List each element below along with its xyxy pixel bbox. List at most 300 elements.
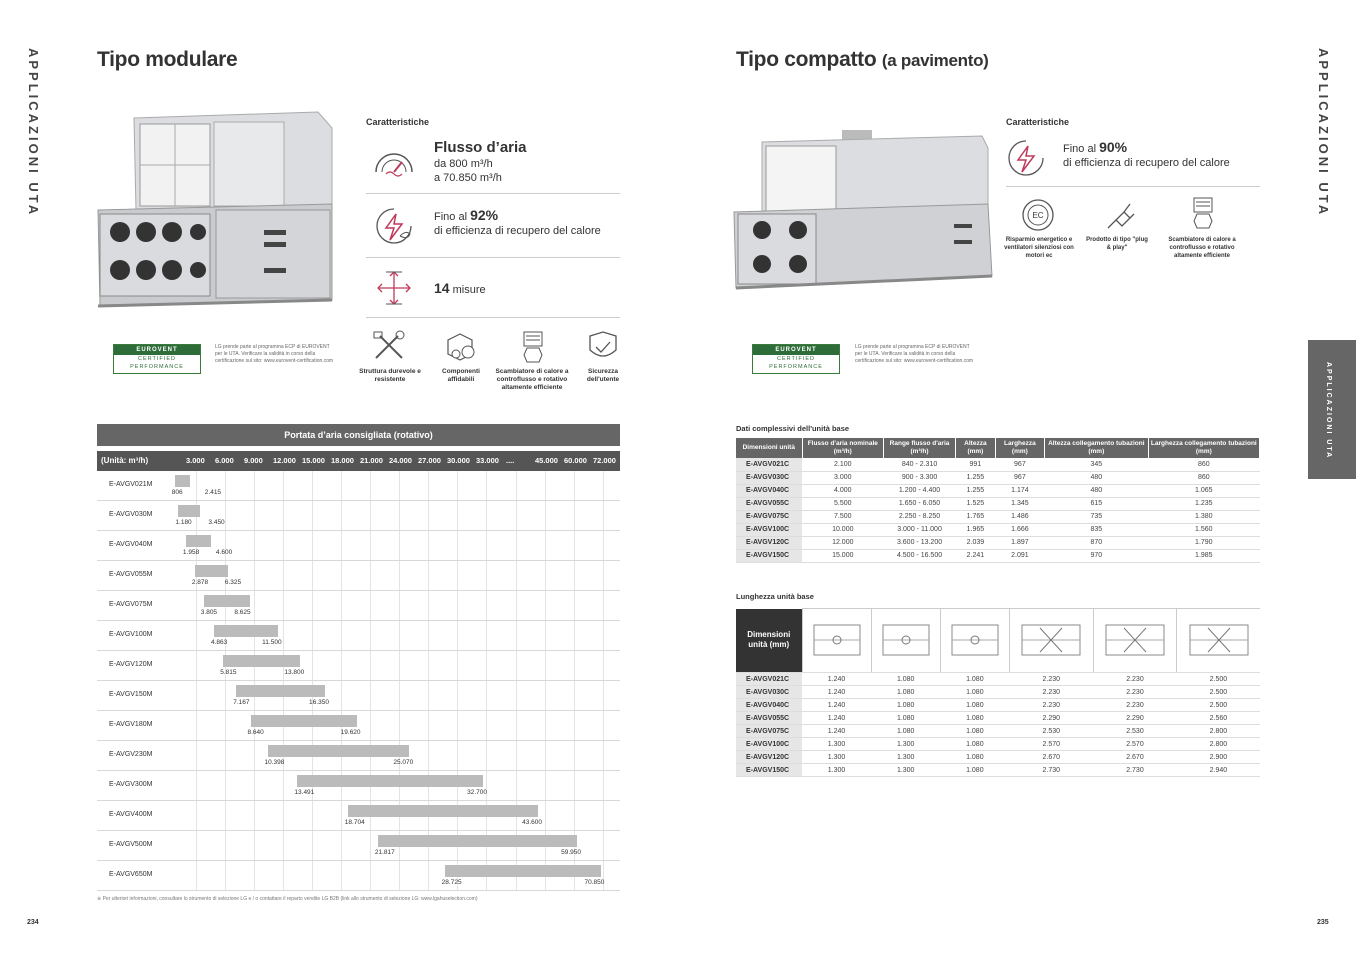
chart-gridline: [457, 621, 458, 650]
chart-gridline: [574, 621, 575, 650]
chart-gridline: [428, 591, 429, 620]
table1-header-cell: Altezza (mm): [955, 438, 995, 458]
chart-gridline: [341, 831, 342, 860]
chart-gridline: [283, 771, 284, 800]
chart-category-label: E-AVGV400M: [109, 811, 153, 818]
chart-bar: [175, 475, 191, 487]
table-cell: 1.240: [802, 699, 871, 712]
chart-tick-label: 24.000: [389, 456, 412, 465]
table-cell: 2.670: [1009, 751, 1093, 764]
chart-gridline: [370, 561, 371, 590]
chart-gridline: [603, 621, 604, 650]
chart-gridline: [399, 561, 400, 590]
table-cell: 840 - 2.310: [884, 458, 956, 471]
chart-category-label: E-AVGV030M: [109, 511, 153, 518]
chart-gridline: [196, 771, 197, 800]
chart-category-label: E-AVGV180M: [109, 721, 153, 728]
chart-gridline: [545, 741, 546, 770]
chart-gridline: [457, 531, 458, 560]
ec-motor-icon: [1021, 198, 1055, 232]
chart-row: [97, 591, 620, 621]
table-cell: 1.300: [802, 751, 871, 764]
table-cell: 480: [1044, 471, 1148, 484]
chart-gridline: [341, 861, 342, 890]
table-cell: 615: [1044, 497, 1148, 510]
chart-gridline: [574, 801, 575, 830]
chart-gridline: [486, 591, 487, 620]
chart-gridline: [457, 471, 458, 500]
chart-gridline: [545, 591, 546, 620]
chart-gridline: [428, 501, 429, 530]
chart-gridline: [225, 471, 226, 500]
recovery-text-right: di efficienza di recupero del calore: [1063, 157, 1230, 169]
chart-row: [97, 741, 620, 771]
chart-gridline: [225, 861, 226, 890]
safety-shield-icon: [586, 330, 620, 364]
table-cell: E-AVGV100C: [736, 523, 802, 536]
sizes-text: misure: [452, 284, 486, 296]
table-row: [736, 497, 1260, 510]
chart-gridline: [457, 711, 458, 740]
chart-gridline: [370, 831, 371, 860]
section-tab-label: APPLICAZIONI UTA: [1325, 362, 1332, 460]
chart-gridline: [312, 861, 313, 890]
chart-gridline: [254, 531, 255, 560]
chart-gridline: [254, 861, 255, 890]
table-cell: 1.345: [995, 497, 1044, 510]
chart-gridline: [574, 651, 575, 680]
chart-gridline: [196, 621, 197, 650]
left-features-label: Caratteristiche: [366, 117, 430, 127]
chart-category-label: E-AVGV100M: [109, 631, 153, 638]
chart-row: [97, 561, 620, 591]
chart-gridline: [603, 471, 604, 500]
chart-min-label: 2.878: [191, 579, 209, 586]
table-cell: 870: [1044, 536, 1148, 549]
chart-gridline: [196, 681, 197, 710]
chart-gridline: [370, 861, 371, 890]
chart-gridline: [486, 531, 487, 560]
table-row: [736, 686, 1260, 699]
table-cell: 7.500: [802, 510, 884, 523]
chart-gridline: [428, 711, 429, 740]
table-cell: 967: [995, 471, 1044, 484]
chart-category-label: E-AVGV021M: [109, 481, 153, 488]
chart-gridline: [428, 651, 429, 680]
chart-max-label: 43.600: [522, 819, 542, 826]
chart-gridline: [399, 651, 400, 680]
recovery-text: di efficienza di recupero del calore: [434, 225, 601, 237]
table-cell: 480: [1044, 484, 1148, 497]
table-cell: 1.080: [871, 699, 940, 712]
table-cell: 1.666: [995, 523, 1044, 536]
table-cell: 735: [1044, 510, 1148, 523]
right-title-main: Tipo compatto: [736, 48, 877, 71]
chart-gridline: [603, 681, 604, 710]
table-row: [736, 712, 1260, 725]
chart-tick-label: 30.000: [447, 456, 470, 465]
chart-bar: [178, 505, 200, 517]
chart-category-label: E-AVGV300M: [109, 781, 153, 788]
chart-gridline: [603, 741, 604, 770]
chart-gridline: [341, 561, 342, 590]
table-cell: E-AVGV055C: [736, 497, 802, 510]
chart-gridline: [399, 711, 400, 740]
chart-gridline: [225, 801, 226, 830]
chart-gridline: [516, 591, 517, 620]
chart-gridline: [486, 621, 487, 650]
chart-gridline: [283, 861, 284, 890]
table-cell: 1.080: [940, 686, 1009, 699]
recovery-line-left: [434, 208, 601, 224]
chart-gridline: [370, 681, 371, 710]
table-row: [736, 699, 1260, 712]
chart-gridline: [486, 501, 487, 530]
table-cell: 2.230: [1009, 673, 1093, 686]
unit-schematic: [940, 609, 1009, 673]
chart-gridline: [312, 831, 313, 860]
chart-gridline: [574, 741, 575, 770]
chart-gridline: [516, 531, 517, 560]
chart-gridline: [399, 471, 400, 500]
table-cell: 15.000: [802, 549, 884, 562]
table-cell: 1.525: [955, 497, 995, 510]
table-cell: 2.230: [1009, 686, 1093, 699]
chart-max-label: 6.325: [224, 579, 242, 586]
chart-gridline: [574, 711, 575, 740]
unit-schematic: [1009, 609, 1093, 673]
chart-gridline: [603, 771, 604, 800]
table-cell: 1.080: [940, 712, 1009, 725]
chart-category-label: E-AVGV230M: [109, 751, 153, 758]
chart-category-label: E-AVGV040M: [109, 541, 153, 548]
chart-gridline: [399, 501, 400, 530]
chart-min-label: 5.815: [220, 669, 237, 676]
table-cell: 4.500 - 16.500: [884, 549, 956, 562]
right-features-label: Caratteristiche: [1006, 117, 1070, 127]
chart-max-label: 2.415: [204, 489, 222, 496]
chart-min-label: 7.167: [233, 699, 250, 706]
chart-min-label: 3.805: [200, 609, 218, 616]
chart-bar: [223, 655, 300, 667]
chart-bar: [195, 565, 228, 577]
table-row: [736, 738, 1260, 751]
table-cell: 2.570: [1093, 738, 1177, 751]
chart-gridline: [370, 621, 371, 650]
chart-min-label: 13.491: [294, 789, 315, 796]
table-cell: 3.000: [802, 471, 884, 484]
chart-gridline: [545, 801, 546, 830]
chart-gridline: [428, 861, 429, 890]
heat-exchanger-icon: [520, 330, 546, 364]
chart-max-label: 25.070: [393, 759, 414, 766]
schematic-drawing: [880, 622, 932, 658]
sizes-number: 14: [434, 280, 450, 296]
chart-gridline: [196, 651, 197, 680]
caption-plug: Prodotto di tipo "plug & play": [1086, 237, 1148, 251]
table-cell: 2.230: [1009, 699, 1093, 712]
table-cell: 2.800: [1177, 738, 1260, 751]
table-cell: E-AVGV021C: [736, 458, 802, 471]
chart-gridline: [545, 561, 546, 590]
chart-gridline: [341, 681, 342, 710]
chart-gridline: [370, 591, 371, 620]
airflow-max: a 70.850 m³/h: [434, 172, 502, 184]
feature-divider: [1006, 186, 1260, 187]
chart-row: [97, 471, 620, 501]
table-cell: 2.940: [1177, 764, 1260, 777]
table-row: [736, 549, 1260, 562]
recovery-pct-right: 90%: [1099, 139, 1128, 155]
table-cell: 1.080: [940, 725, 1009, 738]
schematic-drawing: [1103, 622, 1167, 658]
table-cell: 835: [1044, 523, 1148, 536]
chart-gridline: [516, 621, 517, 650]
chart-gridline: [341, 621, 342, 650]
table-cell: 2.230: [1093, 686, 1177, 699]
chart-tick-label: 12.000: [273, 456, 296, 465]
table-cell: 970: [1044, 549, 1148, 562]
chart-gridline: [254, 471, 255, 500]
table-cell: 2.670: [1093, 751, 1177, 764]
table-cell: 3.000 - 11.000: [884, 523, 956, 536]
chart-min-label: 21.817: [374, 849, 395, 856]
chart-bar: [236, 685, 325, 697]
unit-length-table: [736, 608, 1260, 777]
chart-row: [97, 651, 620, 681]
eurovent-logo: [113, 344, 201, 374]
chart-gridline: [254, 741, 255, 770]
chart-gridline: [399, 861, 400, 890]
table-cell: 1.080: [871, 725, 940, 738]
chart-category-label: E-AVGV055M: [109, 571, 153, 578]
table-cell: 860: [1148, 458, 1259, 471]
compact-ahu-image: [732, 128, 994, 294]
chart-gridline: [399, 681, 400, 710]
table-cell: 2.091: [995, 549, 1044, 562]
chart-gridline: [370, 471, 371, 500]
table-cell: 1.080: [940, 764, 1009, 777]
chart-gridline: [254, 831, 255, 860]
chart-tick-label: 9.000: [244, 456, 263, 465]
chart-max-label: 4.600: [215, 549, 233, 556]
chart-gridline: [399, 621, 400, 650]
table-cell: 12.000: [802, 536, 884, 549]
chart-category-label: E-AVGV650M: [109, 871, 153, 878]
chart-gridline: [545, 711, 546, 740]
caption-exchanger: Scambiatore di calore a controflusso e rotativo altamente efficiente: [495, 368, 569, 391]
chart-gridline: [196, 831, 197, 860]
table-cell: 2.241: [955, 549, 995, 562]
table-cell: 2.039: [955, 536, 995, 549]
chart-gridline: [254, 501, 255, 530]
chart-row: [97, 861, 620, 891]
airflow-gauge-icon: [372, 148, 416, 178]
table1-header-cell: Flusso d'aria nominale (m³/h): [802, 438, 884, 458]
chart-gridline: [283, 471, 284, 500]
chart-gridline: [574, 561, 575, 590]
heat-exchanger-icon-right: [1190, 196, 1216, 232]
chart-gridline: [428, 621, 429, 650]
chart-min-label: 1.180: [175, 519, 192, 526]
table-row: [736, 458, 1260, 471]
caption-components: Componenti affidabili: [442, 368, 480, 383]
schematic-drawing: [811, 622, 863, 658]
chart-gridline: [516, 651, 517, 680]
table-cell: E-AVGV100C: [736, 738, 802, 751]
chart-gridline: [457, 591, 458, 620]
table-cell: E-AVGV055C: [736, 712, 802, 725]
chart-gridline: [486, 651, 487, 680]
chart-bar: [251, 715, 357, 727]
right-title-suffix: (a pavimento): [881, 51, 989, 70]
table-cell: 1.765: [955, 510, 995, 523]
section-tab[interactable]: [1308, 340, 1356, 479]
table2-header-cell: Dimensioni unità (mm): [736, 609, 802, 673]
table-cell: E-AVGV040C: [736, 484, 802, 497]
chart-gridline: [516, 711, 517, 740]
recovery-prefix: Fino al: [434, 211, 468, 223]
chart-gridline: [428, 741, 429, 770]
chart-gridline: [486, 471, 487, 500]
chart-gridline: [341, 801, 342, 830]
caption-safety: Sicurezza dell'utente: [586, 368, 620, 383]
table-cell: 1.080: [940, 738, 1009, 751]
chart-gridline: [312, 531, 313, 560]
chart-bar: [268, 745, 410, 757]
table-cell: 1.255: [955, 471, 995, 484]
chart-gridline: [196, 741, 197, 770]
chart-tick-label: 3.000: [186, 456, 205, 465]
table-cell: 2.230: [1093, 673, 1177, 686]
chart-min-label: 4.863: [211, 639, 228, 646]
chart-gridline: [603, 651, 604, 680]
chart-gridline: [225, 711, 226, 740]
chart-category-label: E-AVGV500M: [109, 841, 153, 848]
table-cell: 2.730: [1009, 764, 1093, 777]
chart-gridline: [196, 591, 197, 620]
chart-min-label: 18.704: [344, 819, 365, 826]
heat-recovery-icon-right: [1006, 138, 1046, 178]
table2-body: [736, 609, 1260, 777]
chart-gridline: [545, 471, 546, 500]
chart-gridline: [312, 501, 313, 530]
chart-category-label: E-AVGV120M: [109, 661, 153, 668]
chart-gridline: [516, 471, 517, 500]
unit-schematic: [802, 609, 871, 673]
eurovent-mid: CERTIFIED PERFORMANCE: [130, 356, 184, 370]
chart-gridline: [545, 651, 546, 680]
chart-gridline: [341, 471, 342, 500]
chart-gridline: [516, 681, 517, 710]
right-page-number: 235: [1317, 919, 1329, 926]
chart-gridline: [516, 741, 517, 770]
table-cell: 1.240: [802, 686, 871, 699]
eurovent-logo-right: [752, 344, 840, 374]
schematic-drawing: [949, 622, 1001, 658]
chart-gridline: [486, 711, 487, 740]
eurovent-note-right: LG prende parte al programma ECP di EUROVENT per le UTA. Verificare la validità in corso della certificazione sul sito: www.eurovent-certification.com: [855, 344, 974, 364]
chart-max-label: 16.350: [309, 699, 329, 706]
left-page-title: Tipo modulare: [97, 48, 238, 71]
chart-gridline: [312, 651, 313, 680]
table-cell: E-AVGV150C: [736, 549, 802, 562]
components-icon: [444, 330, 478, 362]
chart-axis-header: [97, 451, 620, 471]
chart-tick-label: 60.000: [564, 456, 587, 465]
chart-max-label: 32.700: [467, 789, 487, 796]
table-cell: 1.065: [1148, 484, 1259, 497]
table-cell: 1.965: [955, 523, 995, 536]
chart-gridline: [516, 771, 517, 800]
table2-diagram-row: [736, 609, 1260, 673]
chart-gridline: [457, 651, 458, 680]
chart-max-label: 13.800: [284, 669, 305, 676]
chart-bar: [214, 625, 278, 637]
recovery-pct: 92%: [470, 207, 499, 223]
chart-min-label: 10.398: [264, 759, 285, 766]
table-row: [736, 725, 1260, 738]
chart-gridline: [254, 561, 255, 590]
schematic-drawing: [1187, 622, 1251, 658]
chart-bar: [378, 835, 577, 847]
chart-gridline: [283, 501, 284, 530]
table-cell: 345: [1044, 458, 1148, 471]
chart-gridline: [486, 681, 487, 710]
chart-row: [97, 801, 620, 831]
chart-gridline: [574, 501, 575, 530]
chart-tick-label: 18.000: [331, 456, 354, 465]
chart-gridline: [545, 681, 546, 710]
table-cell: 1.080: [871, 686, 940, 699]
chart-gridline: [341, 531, 342, 560]
table-cell: 3.600 - 13.200: [884, 536, 956, 549]
eurovent-mid-right: CERTIFIED PERFORMANCE: [769, 356, 823, 370]
recovery-prefix-right: Fino al: [1063, 143, 1097, 155]
table-cell: E-AVGV030C: [736, 471, 802, 484]
table-cell: 1.985: [1148, 549, 1259, 562]
chart-tick-label: ....: [506, 456, 515, 465]
chart-gridline: [545, 501, 546, 530]
chart-gridline: [312, 801, 313, 830]
caption-ec: Risparmio energetico e ventilatori silenziosi con motori ec: [1004, 237, 1074, 259]
chart-gridline: [254, 771, 255, 800]
chart-gridline: [545, 771, 546, 800]
chart-gridline: [312, 591, 313, 620]
chart-gridline: [399, 531, 400, 560]
table-cell: 1.650 - 6.050: [884, 497, 956, 510]
right-side-label: APPLICAZIONI UTA: [1316, 48, 1331, 218]
chart-gridline: [225, 681, 226, 710]
chart-gridline: [428, 681, 429, 710]
chart-gridline: [225, 831, 226, 860]
chart-gridline: [574, 591, 575, 620]
table-cell: 1.080: [940, 751, 1009, 764]
eurovent-top: EUROVENT: [114, 345, 200, 355]
chart-gridline: [545, 621, 546, 650]
chart-category-label: E-AVGV150M: [109, 691, 153, 698]
chart-gridline: [457, 681, 458, 710]
table1-header-row: [736, 438, 1260, 458]
table-cell: E-AVGV040C: [736, 699, 802, 712]
chart-tick-label: 72.000: [593, 456, 616, 465]
chart-tick-label: 15.000: [302, 456, 325, 465]
chart-max-label: 59.950: [561, 849, 581, 856]
table-row: [736, 510, 1260, 523]
heat-recovery-icon: [374, 206, 414, 246]
left-side-label: APPLICAZIONI UTA: [26, 48, 41, 218]
table1-header-cell: Dimensioni unità: [736, 438, 802, 458]
